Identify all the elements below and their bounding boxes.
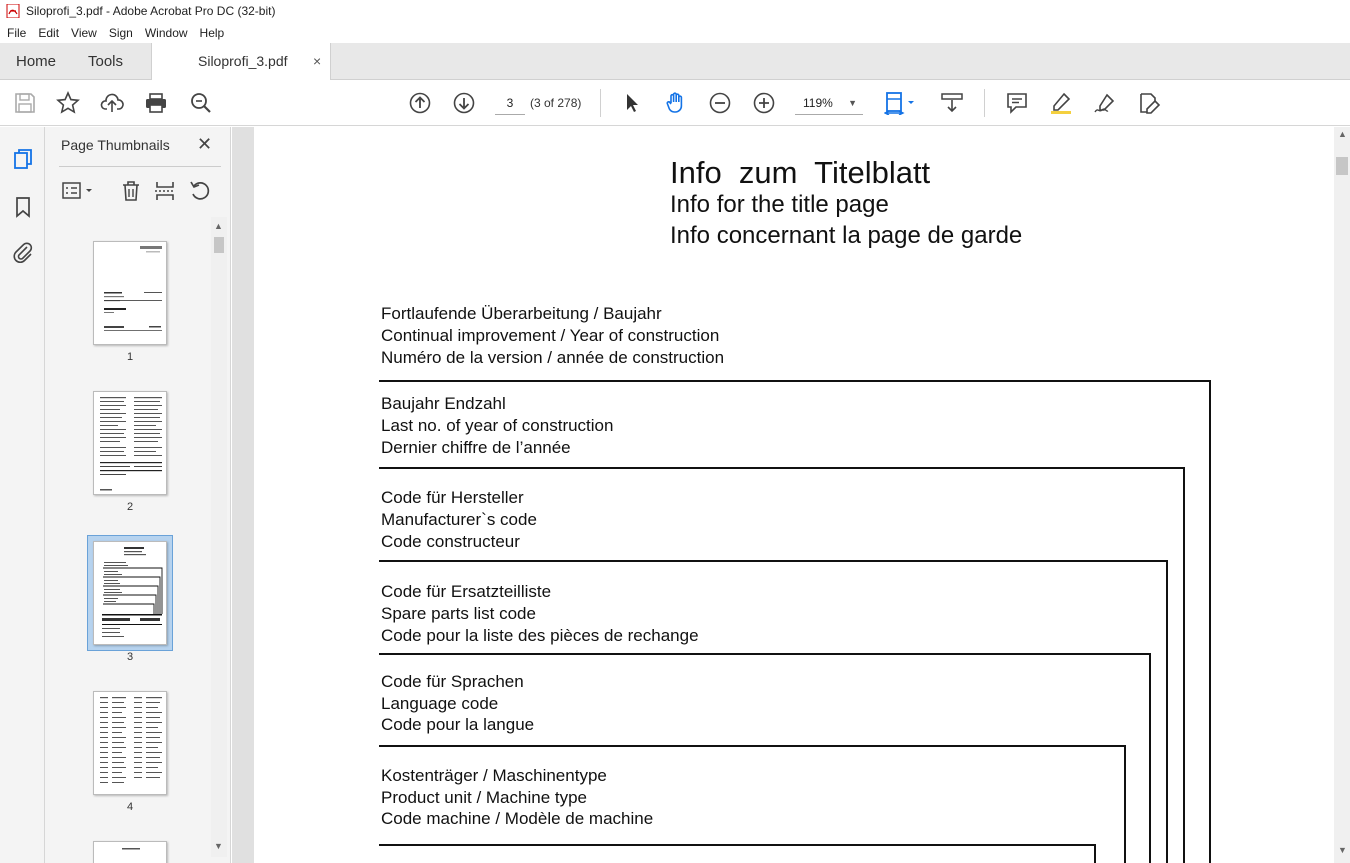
comment-icon[interactable] <box>1004 90 1030 116</box>
zoom-out-icon[interactable] <box>707 90 733 116</box>
bracket-line <box>1166 560 1168 863</box>
section-text: Continual improvement / Year of construction <box>381 326 720 345</box>
section-text: Code für Hersteller <box>381 488 524 507</box>
page-thumbnails-icon[interactable] <box>11 147 35 171</box>
sign-icon[interactable] <box>1092 90 1118 116</box>
thumbnail-preview <box>94 242 167 345</box>
menu-edit[interactable]: Edit <box>38 25 60 40</box>
menu-help[interactable]: Help <box>199 25 225 40</box>
upload-icon[interactable] <box>99 90 125 116</box>
thumbnail-label: 1 <box>126 351 134 363</box>
zoom-in-icon[interactable] <box>751 90 777 116</box>
thumbnail-label: 3 <box>126 651 134 663</box>
thumbnail-options-icon[interactable] <box>61 179 95 203</box>
section-text: Numéro de la version / année de construction <box>381 348 725 367</box>
thumbnail-preview <box>94 392 167 495</box>
section-text: Fortlaufende Überarbeitung / Baujahr <box>381 304 662 323</box>
scroll-up-icon[interactable]: ▲ <box>214 221 223 231</box>
bracket-line <box>1149 653 1151 863</box>
page-subtitle: Info for the title page <box>670 191 889 218</box>
chevron-down-icon: ▼ <box>848 98 857 108</box>
bracket-line <box>379 745 1126 747</box>
attachment-icon[interactable] <box>11 240 35 264</box>
star-icon[interactable] <box>55 90 81 116</box>
menu-window[interactable]: Window <box>144 25 188 40</box>
thumbnail-preview <box>94 542 167 645</box>
menu-view[interactable]: View <box>71 25 97 40</box>
thumbnail-page-3[interactable] <box>93 541 167 645</box>
page-down-icon[interactable] <box>451 90 477 116</box>
thumbnail-preview <box>94 842 167 863</box>
left-rail <box>0 127 45 863</box>
thumbnail-scrollbar[interactable] <box>211 217 227 857</box>
thumbnail-label: 2 <box>126 501 134 513</box>
thumbnail-preview <box>94 692 167 795</box>
fit-page-icon[interactable] <box>884 90 920 116</box>
tab-tools[interactable]: Tools <box>88 53 124 70</box>
edit-icon[interactable] <box>1136 90 1162 116</box>
select-arrow-icon[interactable] <box>619 90 645 116</box>
scroll-mode-icon[interactable] <box>939 90 965 116</box>
thumbnails-panel <box>45 127 231 863</box>
rotate-icon[interactable] <box>188 179 212 203</box>
hand-icon[interactable] <box>663 90 689 116</box>
section-text: Code pour la liste des pièces de rechange <box>381 626 699 645</box>
section-text: Language code <box>381 694 499 713</box>
section-text: Spare parts list code <box>381 604 536 623</box>
close-icon[interactable]: ✕ <box>197 134 213 154</box>
section-text: Dernier chiffre de l’année <box>381 438 571 457</box>
thumbnail-list <box>45 217 213 863</box>
main-toolbar <box>0 80 1350 126</box>
highlight-icon[interactable] <box>1048 90 1074 116</box>
thumbnail-page-4[interactable] <box>93 691 167 795</box>
bracket-line <box>1094 844 1096 863</box>
toolbar-divider <box>600 89 601 117</box>
tab-home[interactable]: Home <box>16 53 57 70</box>
extract-page-icon[interactable] <box>153 179 177 203</box>
section-text: Last no. of year of construction <box>381 416 614 435</box>
thumbnail-page-2[interactable] <box>93 391 167 495</box>
panel-title: Page Thumbnails <box>61 137 170 153</box>
page-count-label: (3 of 278) <box>530 96 582 110</box>
divider <box>59 166 221 167</box>
section-text: Product unit / Machine type <box>381 788 588 807</box>
tab-document[interactable] <box>151 43 331 80</box>
thumbnail-page-1[interactable] <box>93 241 167 345</box>
page-title: Info zum Titelblatt <box>670 155 931 190</box>
acrobat-pdf-icon <box>6 4 20 18</box>
section-text: Code für Sprachen <box>381 672 524 691</box>
window-titlebar <box>0 0 1350 22</box>
bracket-line <box>1124 745 1126 863</box>
page-subtitle: Info concernant la page de garde <box>670 222 1023 249</box>
menu-file[interactable]: File <box>7 25 27 40</box>
bracket-line <box>1183 467 1185 863</box>
page-up-icon[interactable] <box>407 90 433 116</box>
print-icon[interactable] <box>143 90 169 116</box>
document-viewer <box>232 127 1334 863</box>
bracket-line <box>379 560 1168 562</box>
delete-icon[interactable] <box>119 179 143 203</box>
section-text: Code constructeur <box>381 532 520 551</box>
tab-bar <box>0 43 1350 80</box>
menu-bar <box>0 22 1350 43</box>
scroll-up-icon[interactable]: ▲ <box>1338 129 1347 139</box>
menu-sign[interactable]: Sign <box>108 25 133 40</box>
bracket-line <box>1209 380 1211 863</box>
thumbnail-label: 4 <box>126 801 134 813</box>
zoom-value: 119% <box>803 96 833 110</box>
document-scrollbar[interactable] <box>1334 127 1350 863</box>
section-text: Code pour la langue <box>381 715 535 734</box>
section-text: Kostenträger / Maschinentype <box>381 766 607 785</box>
window-title: Siloprofi_3.pdf - Adobe Acrobat Pro DC (32-bit) <box>26 4 276 18</box>
document-page <box>254 127 1334 863</box>
bookmark-icon[interactable] <box>11 195 35 219</box>
bracket-line <box>379 844 1096 846</box>
scroll-down-icon[interactable]: ▼ <box>214 841 223 851</box>
page-number-input[interactable]: 3 <box>495 91 525 115</box>
bracket-line <box>379 653 1151 655</box>
thumbnail-page-5[interactable] <box>93 841 167 863</box>
section-text: Code für Ersatzteilliste <box>381 582 552 601</box>
scrollbar-thumb[interactable] <box>1336 157 1348 175</box>
section-text: Baujahr Endzahl <box>381 394 506 413</box>
zoom-select[interactable] <box>795 91 863 115</box>
tab-document-label: Siloprofi_3.pdf <box>198 53 288 69</box>
bracket-line <box>379 380 1211 382</box>
section-text: Manufacturer`s code <box>381 510 537 529</box>
save-icon[interactable] <box>12 90 38 116</box>
section-text: Code machine / Modèle de machine <box>381 809 654 828</box>
bracket-line <box>379 467 1185 469</box>
tab-close-icon[interactable]: × <box>313 53 322 69</box>
scrollbar-thumb[interactable] <box>214 237 224 253</box>
zoom-search-icon[interactable] <box>188 90 214 116</box>
toolbar-divider <box>984 89 985 117</box>
scroll-down-icon[interactable]: ▼ <box>1338 845 1347 855</box>
